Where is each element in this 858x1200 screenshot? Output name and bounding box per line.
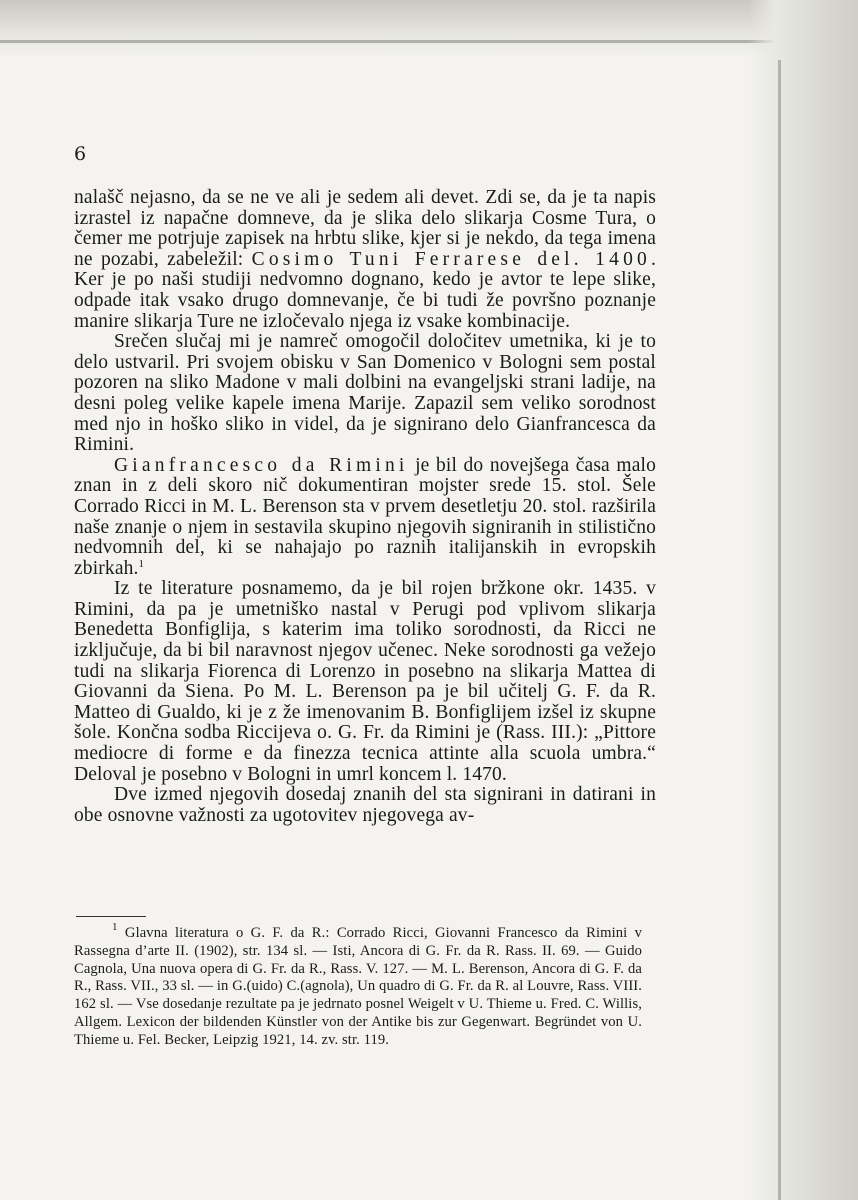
inscription-text: Cosimo Tuni Ferrarese del. 1400 xyxy=(251,248,651,270)
footnote-mark: 1 xyxy=(112,921,118,933)
footnote-reference: 1 xyxy=(138,557,145,570)
scan-edge-top xyxy=(0,0,858,58)
paragraph-1 xyxy=(74,188,656,332)
page-number: 6 xyxy=(74,143,87,165)
paragraph-5: Dve izmed njegovih dosedaj znanih del sta signirani in datirani in obe osnovne važnosti za ugotovitev njegovega av- xyxy=(74,784,656,826)
paragraph-4: Iz te literature posnamemo, da je bil rojen bržkone okr. 1435. v Rimini, da pa je umetniško nastal v Perugi pod vplivom slikarja Benedetta Bonfiglija, s katerim ima toliko sorodnosti, da Ricci ne izključuje, da bi bil naravnost njegov učenec. Neke sorodnosti ga vežejo tudi na slikarja Fiorenca di Lorenzo in posebno na slikarja Mattea di Giovanni da Siena. Po M. L. Berenson pa je bil učitelj G. F. da R. Matteo di Gualdo, ki je z že imenovanim B. Bonfiglijem izšel iz skupne šole. Končna sodba Riccijeva o. G. Fr. da Rimini je (Rass. III.): „Pittore mediocre di forme e da finezza tecnica attinte alla scuola umbra.“ Deloval je posebno v Bologni in umrl koncem l. 1470. xyxy=(74,578,656,785)
footnote-divider xyxy=(76,916,146,917)
paragraph-3 xyxy=(74,456,656,580)
paragraph-1-text: nalašč nejasno, da se ne ve ali je sedem ali devet. Zdi se, da je ta napis izrastel iz napačne domneve, da je slika delo slikarja Cosme Tura, o čemer me potrjuje zapisek na hrbtu slike, kjer si je nekdo, da tega imena ne pozabi, zabeležil: xyxy=(74,187,656,270)
footnote-text: Glavna literatura o G. F. da R.: Corrado Ricci, Giovanni Francesco da Rimini v Rassegna d’arte II. (1902), str. 134 sl. — Isti, Ancora di G. Fr. da R. Rass. II. 69. — Guido Cagnola, Una nuova opera di G. Fr. da R., Rass. V. 127. — M. L. Berenson, Ancora di G. F. da R., Rass. VII., 33 sl. — in G.(uido) C.(agnola), Un quadro di G. Fr. da R. al Louvre, Rass. VIII. 162 sl. — Vse dosedanje rezultate pa je jedrnato posnel Weigelt v U. Thieme u. Fred. C. Willis, Allgem. Lexicon der bildenden Künstler von der Antike bis zur Gegenwart. Begründet von U. Thieme u. Fel. Becker, Leipzig 1921, 14. zv. str. 119. xyxy=(74,925,642,1048)
artist-name: Gianfrancesco da Rimini xyxy=(114,454,409,476)
paragraph-2: Srečen slučaj mi je namreč omogočil določitev umetnika, ki je to delo ustvaril. Pri svojem obisku v San Domenico v Bologni sem postal pozoren na sliko Madone v mali dolbini na evangeljski strani ladije, na desni poleg velike kapele imena Marije. Zapazil sem veliko sorodnost med njo in hoško sliko in videl, da je signirano delo Gianfrancesca da Rimini. xyxy=(74,331,656,456)
footnote xyxy=(74,921,642,1050)
paragraph-3-tail: je bil do novejšega časa malo znan in z deli skoro nič dokumentiran mojster srede 15. stol. Šele Corrado Ricci in M. L. Berenson sta v prvem desetletju 20. stol. razširila naše znanje o njem in sestavila skupino njegovih signiranih in stilistično nedvomnih del, ki se nahajajo po raznih italijanskih in evropskih zbirkah. xyxy=(74,454,656,579)
body-text xyxy=(74,188,656,826)
paragraph-1-tail: . Ker je po naši studiji nedvomno dognano, kedo je avtor te lepe slike, odpade itak vsako drugo domnevanje, če bi tudi že površno poznanje manire slikarja Ture ne izločevalo njega iz vsake kombinacije. xyxy=(74,248,656,332)
scan-edge-right xyxy=(748,0,858,1200)
